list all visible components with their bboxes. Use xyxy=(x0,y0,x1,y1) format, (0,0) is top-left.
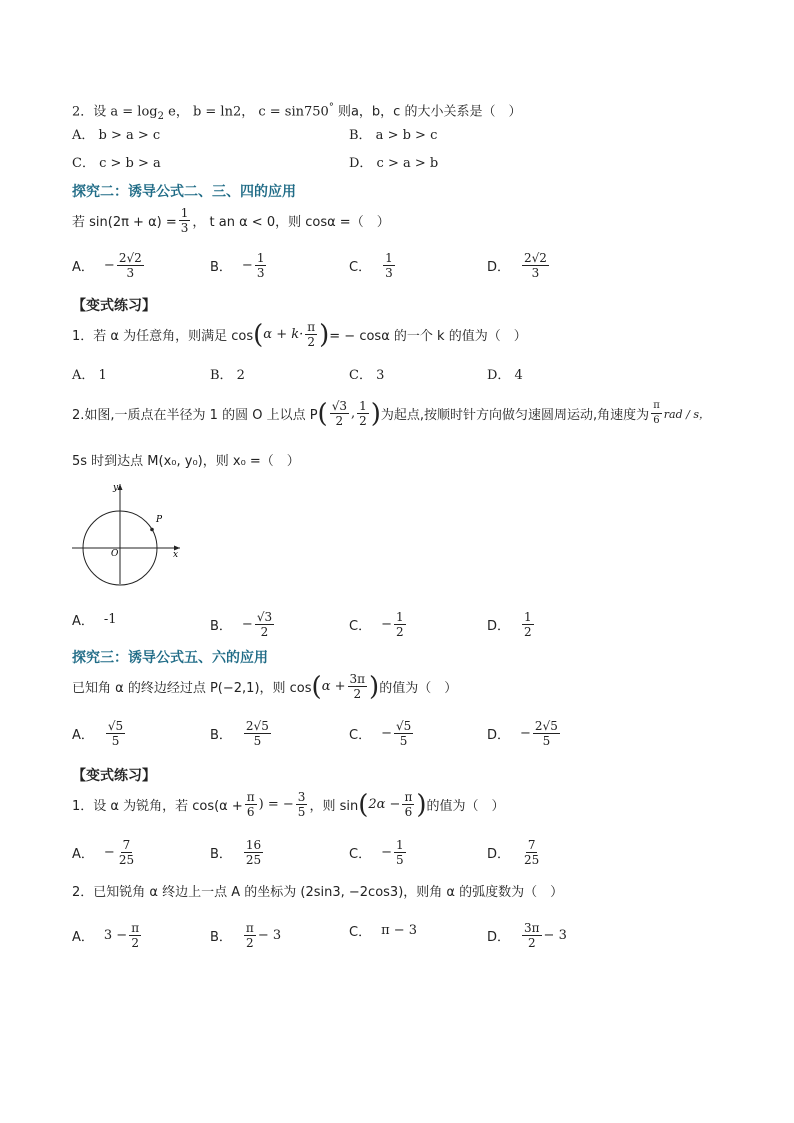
section3-question: 已知角 α 的终边经过点 P(−2,1)，则 cos ( α + $\frac{3\pi}{2}$ ) 的值为（ ） xyxy=(72,671,458,702)
option-b: B． $\frac{\pi}{2}$ − 3 xyxy=(210,921,282,950)
label-x: x xyxy=(173,550,179,560)
variant1-question-1: 1．若 α 为任意角，则满足 cos ( α + k· $\frac{\pi}{2}$ ) = − cosα 的一个 k 的值为（ ） xyxy=(72,319,527,350)
option-d: D． $\frac{1}{2}$ xyxy=(487,610,532,639)
variant2-question-2: 2．已知锐角 α 终边上一点 A 的坐标为 (2sin3, −2cos3)，则角 α 的弧度数为（ ） xyxy=(72,885,564,900)
option-c: C． c > b > a xyxy=(72,156,161,171)
section-heading-2: 探究二：诱导公式二、三、四的应用 xyxy=(72,184,296,200)
question-2-intro: 2．设 $a = \log_2 e$， b = ln2， c = sin750° 则a，b，c 的大小关系是（ ） xyxy=(72,102,522,122)
option-d: D． − $\frac{2√5}{5}$ xyxy=(487,719,558,748)
option-a: A． -1 xyxy=(72,612,117,629)
option-a: A． $\frac{√5}{5}$ xyxy=(72,719,124,748)
section-heading-3: 探究三：诱导公式五、六的应用 xyxy=(72,650,268,666)
y-axis-arrow xyxy=(118,484,123,490)
variant-practice-heading: 【变式练习】 xyxy=(72,768,156,784)
variant1-question-2-line2: 5s 时到达点 M(x₀, y₀)，则 x₀ =（ ） xyxy=(72,454,300,469)
unit-circle-figure xyxy=(68,478,188,588)
option-d: D． $\frac{3\pi}{2}$ − 3 xyxy=(487,921,567,950)
label-y: y xyxy=(113,483,119,493)
option-c: C． $\frac{1}{3}$ xyxy=(349,251,393,280)
point-p xyxy=(150,528,154,532)
option-b: B． − $\frac{√3}{2}$ xyxy=(210,610,273,639)
option-c: C． − $\frac{1}{5}$ xyxy=(349,838,404,867)
option-d: D． 4 xyxy=(487,368,523,383)
label-o: O xyxy=(111,549,119,559)
option-c: C． − $\frac{1}{2}$ xyxy=(349,610,404,639)
option-c: C． − $\frac{√5}{5}$ xyxy=(349,719,412,748)
option-a: A． − $\frac{7}{25}$ xyxy=(72,838,135,867)
option-a: A． b > a > c xyxy=(72,128,161,143)
option-a: A． 1 xyxy=(72,368,107,383)
option-d: D． $\frac{2√2}{3}$ xyxy=(487,251,547,280)
option-a: A． − $\frac{2√2}{3}$ xyxy=(72,251,142,280)
option-d: D． c > a > b xyxy=(349,156,439,171)
option-c: C． 3 xyxy=(349,368,385,383)
option-b: B． 2 xyxy=(210,368,245,383)
variant1-question-2: 2.如图,一质点在半径为 1 的圆 O 上以点 P ( $\frac{√3}{2}$ , $\frac{1}{2}$ ) 为起点,按顺时针方向做匀速圆周运动,角速度为 $\frac{\pi}{6}$ rad / s， xyxy=(72,398,710,429)
label-p: P xyxy=(156,515,163,525)
option-d: D． $\frac{7}{25}$ xyxy=(487,838,540,867)
section2-question: 若 sin(2π + α) = $\frac{1}{3}$ ， t an α < 0，则 cosα =（ ） xyxy=(72,206,390,235)
variant-practice-heading: 【变式练习】 xyxy=(72,298,156,314)
option-c: C． π − 3 xyxy=(349,923,418,940)
option-b: B． − $\frac{1}{3}$ xyxy=(210,251,265,280)
option-a: A． 3 − $\frac{\pi}{2}$ xyxy=(72,921,140,950)
variant2-question-1: 1．设 α 为锐角，若 cos(α + $\frac{\pi}{6}$ ) = − $\frac{3}{5}$ ，则 sin ( 2α − $\frac{\pi}{6}$ ) 的值为（ ） xyxy=(72,789,505,820)
option-b: B． a > b > c xyxy=(349,128,438,143)
option-b: B． $\frac{2√5}{5}$ xyxy=(210,719,269,748)
option-b: B． $\frac{16}{25}$ xyxy=(210,838,262,867)
